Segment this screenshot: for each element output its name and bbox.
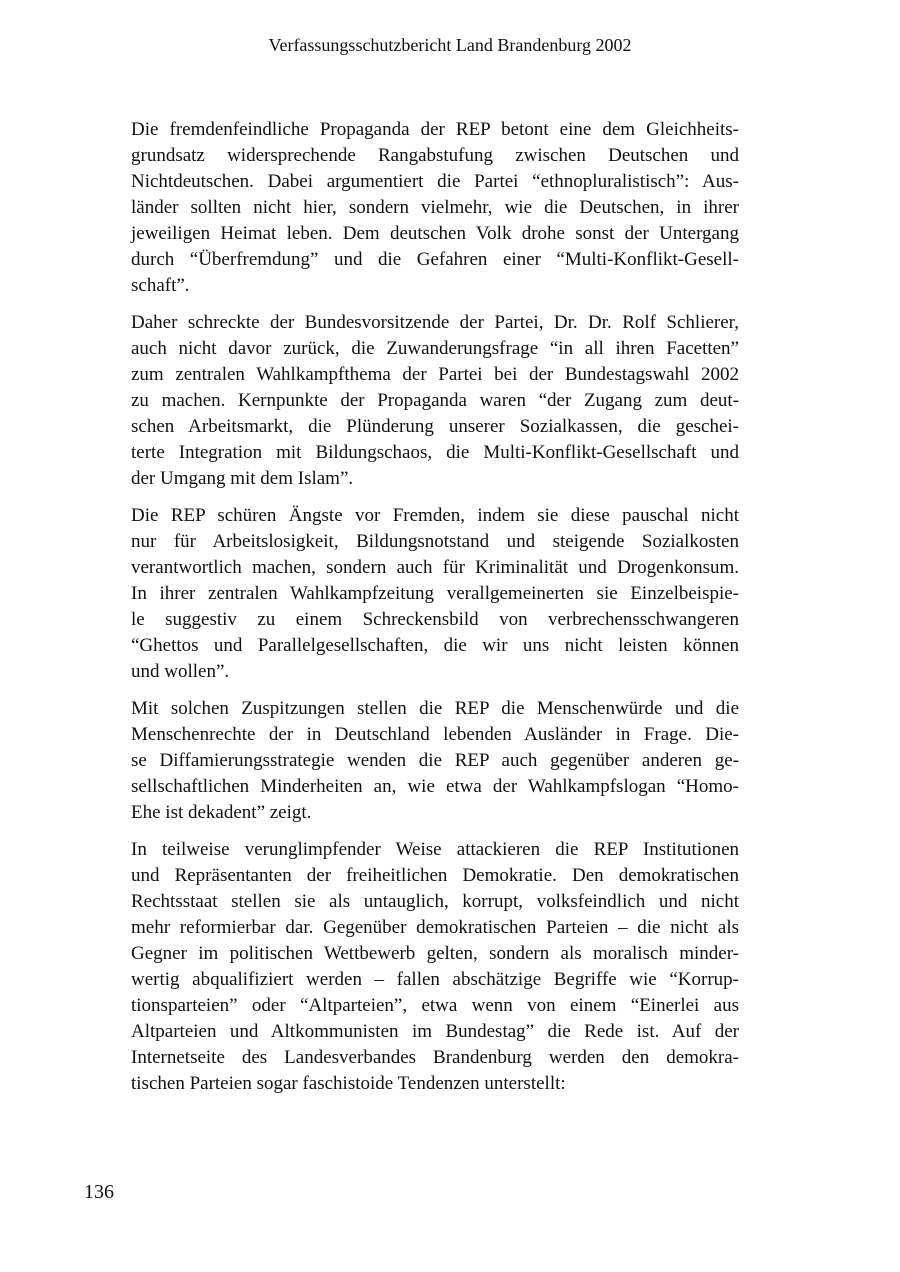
paragraph-3 <box>131 503 739 685</box>
text-line: mehr reformierbar dar. Gegenüber demokratischen Parteien – die nicht als <box>131 917 739 938</box>
text-line: Rechtsstaat stellen sie als untauglich, korrupt, volksfeindlich und nicht <box>131 891 739 912</box>
text-line: Daher schreckte der Bundesvorsitzende der Partei, Dr. Dr. Rolf Schlierer, <box>131 312 739 333</box>
paragraph-2 <box>131 310 739 492</box>
paragraph-1 <box>131 117 739 299</box>
text-line: durch “Überfremdung” und die Gefahren einer “Multi-Konflikt-Gesell- <box>131 249 739 270</box>
text-line: Menschenrechte der in Deutschland lebenden Ausländer in Frage. Die- <box>131 724 739 745</box>
text-line: In ihrer zentralen Wahlkampfzeitung verallgemeinerten sie Einzelbeispie- <box>131 583 739 604</box>
text-line: zum zentralen Wahlkampfthema der Partei bei der Bundestagswahl 2002 <box>131 364 739 385</box>
text-line: jeweiligen Heimat leben. Dem deutschen Volk drohe sonst der Untergang <box>131 223 739 244</box>
text-line: länder sollten nicht hier, sondern vielmehr, wie die Deutschen, in ihrer <box>131 197 739 218</box>
text-line: und Repräsentanten der freiheitlichen Demokratie. Den demokratischen <box>131 865 739 886</box>
page-number: 136 <box>84 1181 114 1203</box>
text-line: tischen Parteien sogar faschistoide Tendenzen unterstellt: <box>131 1073 566 1094</box>
text-line: tionsparteien” oder “Altparteien”, etwa wenn von einem “Einerlei aus <box>131 995 739 1016</box>
text-line: der Umgang mit dem Islam”. <box>131 468 354 489</box>
text-line: grundsatz widersprechende Rangabstufung zwischen Deutschen und <box>131 145 739 166</box>
text-line: Die REP schüren Ängste vor Fremden, indem sie diese pauschal nicht <box>131 505 739 526</box>
text-line: Die fremdenfeindliche Propaganda der REP betont eine dem Gleichheits- <box>131 119 739 140</box>
text-line: terte Integration mit Bildungschaos, die Multi-Konflikt-Gesellschaft und <box>131 442 739 463</box>
text-line: und wollen”. <box>131 661 230 682</box>
text-line: schaft”. <box>131 275 190 296</box>
running-header: Verfassungsschutzbericht Land Brandenburg 2002 <box>268 35 632 55</box>
text-line: verantwortlich machen, sondern auch für Kriminalität und Drogenkonsum. <box>131 557 739 578</box>
text-line: Mit solchen Zuspitzungen stellen die REP die Menschenwürde und die <box>131 698 739 719</box>
text-line: Altparteien und Altkommunisten im Bundestag” die Rede ist. Auf der <box>131 1021 739 1042</box>
text-line: nur für Arbeitslosigkeit, Bildungsnotstand und steigende Sozialkosten <box>131 531 739 552</box>
body-text <box>131 117 739 1108</box>
text-line: Internetseite des Landesverbandes Brandenburg werden den demokra- <box>131 1047 739 1068</box>
text-line: sellschaftlichen Minderheiten an, wie etwa der Wahlkampfslogan “Homo- <box>131 776 739 797</box>
text-line: le suggestiv zu einem Schreckensbild von verbrechensschwangeren <box>131 609 739 630</box>
text-line: In teilweise verunglimpfender Weise attackieren die REP Institutionen <box>131 839 739 860</box>
text-line: Nichtdeutschen. Dabei argumentiert die Partei “ethnopluralistisch”: Aus- <box>131 171 739 192</box>
paragraph-4 <box>131 696 739 826</box>
text-line: Ehe ist dekadent” zeigt. <box>131 802 312 823</box>
text-line: wertig abqualifiziert werden – fallen abschätzige Begriffe wie “Korrup- <box>131 969 739 990</box>
text-line: auch nicht davor zurück, die Zuwanderungsfrage “in all ihren Facetten” <box>131 338 739 359</box>
text-line: zu machen. Kernpunkte der Propaganda waren “der Zugang zum deut- <box>131 390 739 411</box>
paragraph-5 <box>131 837 739 1097</box>
text-line: se Diffamierungsstrategie wenden die REP auch gegenüber anderen ge- <box>131 750 739 771</box>
text-line: schen Arbeitsmarkt, die Plünderung unserer Sozialkassen, die geschei- <box>131 416 739 437</box>
text-line: Gegner im politischen Wettbewerb gelten, sondern als moralisch minder- <box>131 943 739 964</box>
text-line: “Ghettos und Parallelgesellschaften, die wir uns nicht leisten können <box>131 635 739 656</box>
